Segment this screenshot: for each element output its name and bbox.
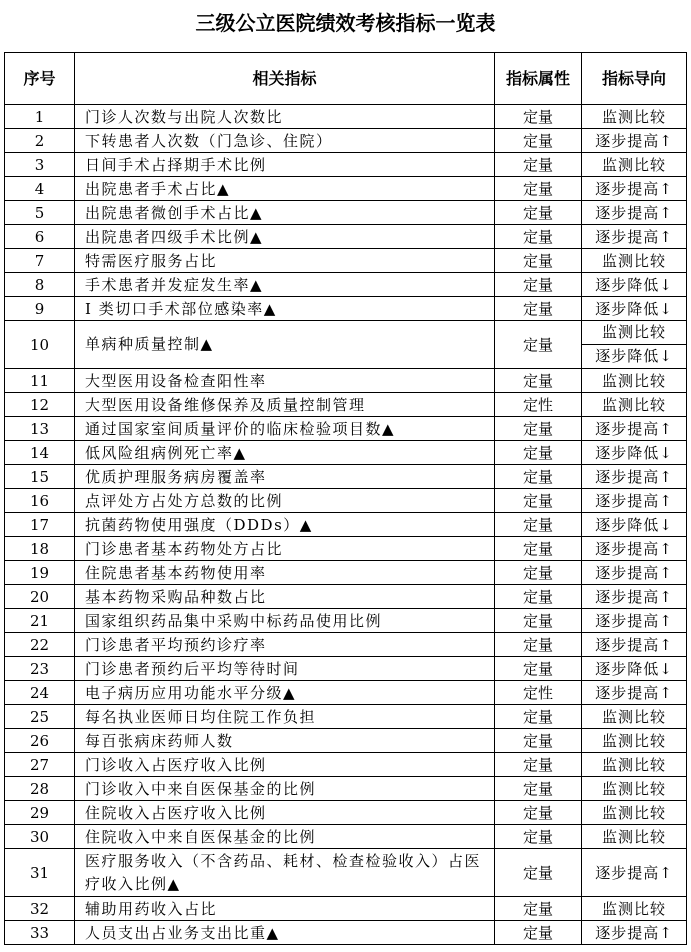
row-serial: 22	[5, 633, 75, 657]
row-attribute: 定量	[495, 321, 582, 369]
row-indicator: 门诊患者预约后平均等待时间	[75, 657, 495, 681]
table-row	[5, 201, 687, 225]
table-row	[5, 177, 687, 201]
row-indicator: 每百张病床药师人数	[75, 729, 495, 753]
row-direction: 逐步降低↓	[582, 657, 687, 681]
table-row	[5, 753, 687, 777]
table-row	[5, 297, 687, 321]
row-serial: 33	[5, 921, 75, 945]
header-attribute: 指标属性	[495, 53, 582, 105]
row-direction: 监测比较	[582, 777, 687, 801]
row-attribute: 定量	[495, 369, 582, 393]
row-attribute: 定量	[495, 441, 582, 465]
row-indicator: I 类切口手术部位感染率▲	[75, 297, 495, 321]
row-serial: 20	[5, 585, 75, 609]
row-direction: 监测比较	[582, 801, 687, 825]
table-row	[5, 441, 687, 465]
row-serial: 14	[5, 441, 75, 465]
row-direction: 监测比较	[582, 369, 687, 393]
table-row	[5, 921, 687, 945]
row-direction: 监测比较	[582, 249, 687, 273]
table-row	[5, 849, 687, 897]
row-indicator: 手术患者并发症发生率▲	[75, 273, 495, 297]
row-direction: 逐步提高↑	[582, 417, 687, 441]
row-indicator: 住院收入中来自医保基金的比例	[75, 825, 495, 849]
row-indicator: 点评处方占处方总数的比例	[75, 489, 495, 513]
table-row	[5, 393, 687, 417]
table-body	[5, 105, 687, 945]
row-indicator: 每名执业医师日均住院工作负担	[75, 705, 495, 729]
row-attribute: 定量	[495, 465, 582, 489]
row-attribute: 定性	[495, 393, 582, 417]
row-direction: 监测比较	[582, 729, 687, 753]
row-serial: 12	[5, 393, 75, 417]
row-attribute: 定量	[495, 729, 582, 753]
row-indicator: 门诊收入占医疗收入比例	[75, 753, 495, 777]
row-serial: 28	[5, 777, 75, 801]
row-serial: 3	[5, 153, 75, 177]
row-serial: 15	[5, 465, 75, 489]
table-row	[5, 513, 687, 537]
table-row	[5, 657, 687, 681]
table-row	[5, 801, 687, 825]
header-indicator: 相关指标	[75, 53, 495, 105]
row-attribute: 定量	[495, 129, 582, 153]
row-serial: 6	[5, 225, 75, 249]
table-row	[5, 105, 687, 129]
row-direction: 逐步提高↑	[582, 585, 687, 609]
row-direction: 逐步降低↓	[582, 273, 687, 297]
row-attribute: 定量	[495, 249, 582, 273]
row-direction: 逐步提高↑	[582, 225, 687, 249]
row-serial: 4	[5, 177, 75, 201]
row-indicator: 日间手术占择期手术比例	[75, 153, 495, 177]
row-direction: 监测比较	[582, 825, 687, 849]
row-serial: 30	[5, 825, 75, 849]
row-indicator: 住院收入占医疗收入比例	[75, 801, 495, 825]
row-indicator: 出院患者四级手术比例▲	[75, 225, 495, 249]
row-attribute: 定量	[495, 417, 582, 441]
row-attribute: 定量	[495, 921, 582, 945]
row-attribute: 定量	[495, 201, 582, 225]
row-serial: 19	[5, 561, 75, 585]
row-direction: 逐步提高↑	[582, 681, 687, 705]
row-indicator: 住院患者基本药物使用率	[75, 561, 495, 585]
row-indicator: 下转患者人次数（门急诊、住院）	[75, 129, 495, 153]
row-indicator: 门诊收入中来自医保基金的比例	[75, 777, 495, 801]
table-row	[5, 273, 687, 297]
row-direction: 逐步提高↑	[582, 921, 687, 945]
row-attribute: 定量	[495, 153, 582, 177]
row-indicator: 门诊患者基本药物处方占比	[75, 537, 495, 561]
row-serial: 27	[5, 753, 75, 777]
row-indicator: 通过国家室间质量评价的临床检验项目数▲	[75, 417, 495, 441]
row-serial: 26	[5, 729, 75, 753]
row-attribute: 定量	[495, 705, 582, 729]
header-direction: 指标导向	[582, 53, 687, 105]
row-direction: 监测比较	[582, 753, 687, 777]
table-row	[5, 249, 687, 273]
row-direction: 逐步提高↑	[582, 465, 687, 489]
row-serial: 23	[5, 657, 75, 681]
row-indicator: 医疗服务收入（不含药品、耗材、检查检验收入）占医疗收入比例▲	[75, 849, 495, 897]
table-header-row	[5, 53, 687, 105]
row-attribute: 定量	[495, 585, 582, 609]
row-serial: 31	[5, 849, 75, 897]
table-row	[5, 729, 687, 753]
row-indicator: 门诊患者平均预约诊疗率	[75, 633, 495, 657]
row-serial: 1	[5, 105, 75, 129]
row-indicator: 低风险组病例死亡率▲	[75, 441, 495, 465]
row-attribute: 定量	[495, 177, 582, 201]
table-row	[5, 369, 687, 393]
row-direction: 逐步提高↑	[582, 489, 687, 513]
row-direction: 逐步提高↑	[582, 561, 687, 585]
row-indicator: 优质护理服务病房覆盖率	[75, 465, 495, 489]
row-direction: 监测比较	[582, 897, 687, 921]
row-indicator: 国家组织药品集中采购中标药品使用比例	[75, 609, 495, 633]
row-indicator: 基本药物采购品种数占比	[75, 585, 495, 609]
row-direction: 逐步提高↑	[582, 609, 687, 633]
row-indicator: 大型医用设备维修保养及质量控制管理	[75, 393, 495, 417]
row-direction: 监测比较	[582, 105, 687, 129]
row-attribute: 定量	[495, 633, 582, 657]
row-attribute: 定量	[495, 897, 582, 921]
row-serial: 8	[5, 273, 75, 297]
table-row	[5, 633, 687, 657]
row-serial: 7	[5, 249, 75, 273]
row-indicator: 特需医疗服务占比	[75, 249, 495, 273]
row-attribute: 定量	[495, 105, 582, 129]
row-serial: 11	[5, 369, 75, 393]
table-row	[5, 537, 687, 561]
row-direction: 逐步提高↑	[582, 849, 687, 897]
indicator-table	[4, 52, 687, 945]
row-attribute: 定量	[495, 561, 582, 585]
row-indicator: 单病种质量控制▲	[75, 321, 495, 369]
row-indicator: 门诊人次数与出院人次数比	[75, 105, 495, 129]
page-title: 三级公立医院绩效考核指标一览表	[195, 11, 496, 35]
table-row	[5, 489, 687, 513]
row-attribute: 定量	[495, 849, 582, 897]
table-row	[5, 897, 687, 921]
row-direction-item: 逐步降低↓	[582, 344, 686, 368]
row-direction: 监测比较	[582, 705, 687, 729]
row-direction-item: 监测比较	[601, 323, 666, 341]
row-direction	[582, 321, 687, 369]
table-row	[5, 129, 687, 153]
row-direction: 逐步提高↑	[582, 537, 687, 561]
row-serial: 2	[5, 129, 75, 153]
row-attribute: 定量	[495, 777, 582, 801]
table-row	[5, 585, 687, 609]
row-serial: 10	[5, 321, 75, 369]
row-serial: 29	[5, 801, 75, 825]
row-serial: 18	[5, 537, 75, 561]
row-attribute: 定量	[495, 537, 582, 561]
header-serial: 序号	[5, 53, 75, 105]
row-serial: 24	[5, 681, 75, 705]
row-direction: 逐步提高↑	[582, 177, 687, 201]
table-row	[5, 561, 687, 585]
row-direction: 逐步降低↓	[582, 441, 687, 465]
row-direction: 逐步降低↓	[582, 513, 687, 537]
row-serial: 21	[5, 609, 75, 633]
row-attribute: 定性	[495, 681, 582, 705]
table-row	[5, 777, 687, 801]
row-direction: 逐步降低↓	[582, 297, 687, 321]
row-serial: 13	[5, 417, 75, 441]
table-row	[5, 705, 687, 729]
row-indicator: 辅助用药收入占比	[75, 897, 495, 921]
table-row	[5, 153, 687, 177]
row-attribute: 定量	[495, 753, 582, 777]
table-row	[5, 225, 687, 249]
table-row	[5, 321, 687, 369]
row-serial: 9	[5, 297, 75, 321]
row-attribute: 定量	[495, 273, 582, 297]
row-attribute: 定量	[495, 609, 582, 633]
row-attribute: 定量	[495, 513, 582, 537]
row-serial: 32	[5, 897, 75, 921]
row-direction: 逐步提高↑	[582, 201, 687, 225]
table-row	[5, 609, 687, 633]
row-attribute: 定量	[495, 825, 582, 849]
row-attribute: 定量	[495, 489, 582, 513]
row-indicator: 出院患者手术占比▲	[75, 177, 495, 201]
row-serial: 17	[5, 513, 75, 537]
table-row	[5, 825, 687, 849]
row-direction: 监测比较	[582, 153, 687, 177]
row-indicator: 电子病历应用功能水平分级▲	[75, 681, 495, 705]
row-indicator: 大型医用设备检查阳性率	[75, 369, 495, 393]
table-row	[5, 465, 687, 489]
row-serial: 16	[5, 489, 75, 513]
row-indicator: 抗菌药物使用强度（DDDs）▲	[75, 513, 495, 537]
row-attribute: 定量	[495, 225, 582, 249]
table-row	[5, 417, 687, 441]
row-indicator: 人员支出占业务支出比重▲	[75, 921, 495, 945]
table-row	[5, 681, 687, 705]
row-attribute: 定量	[495, 657, 582, 681]
row-attribute: 定量	[495, 297, 582, 321]
row-direction: 逐步提高↑	[582, 129, 687, 153]
row-serial: 5	[5, 201, 75, 225]
row-direction: 监测比较	[582, 393, 687, 417]
row-attribute: 定量	[495, 801, 582, 825]
row-serial: 25	[5, 705, 75, 729]
row-direction: 逐步提高↑	[582, 633, 687, 657]
row-indicator: 出院患者微创手术占比▲	[75, 201, 495, 225]
